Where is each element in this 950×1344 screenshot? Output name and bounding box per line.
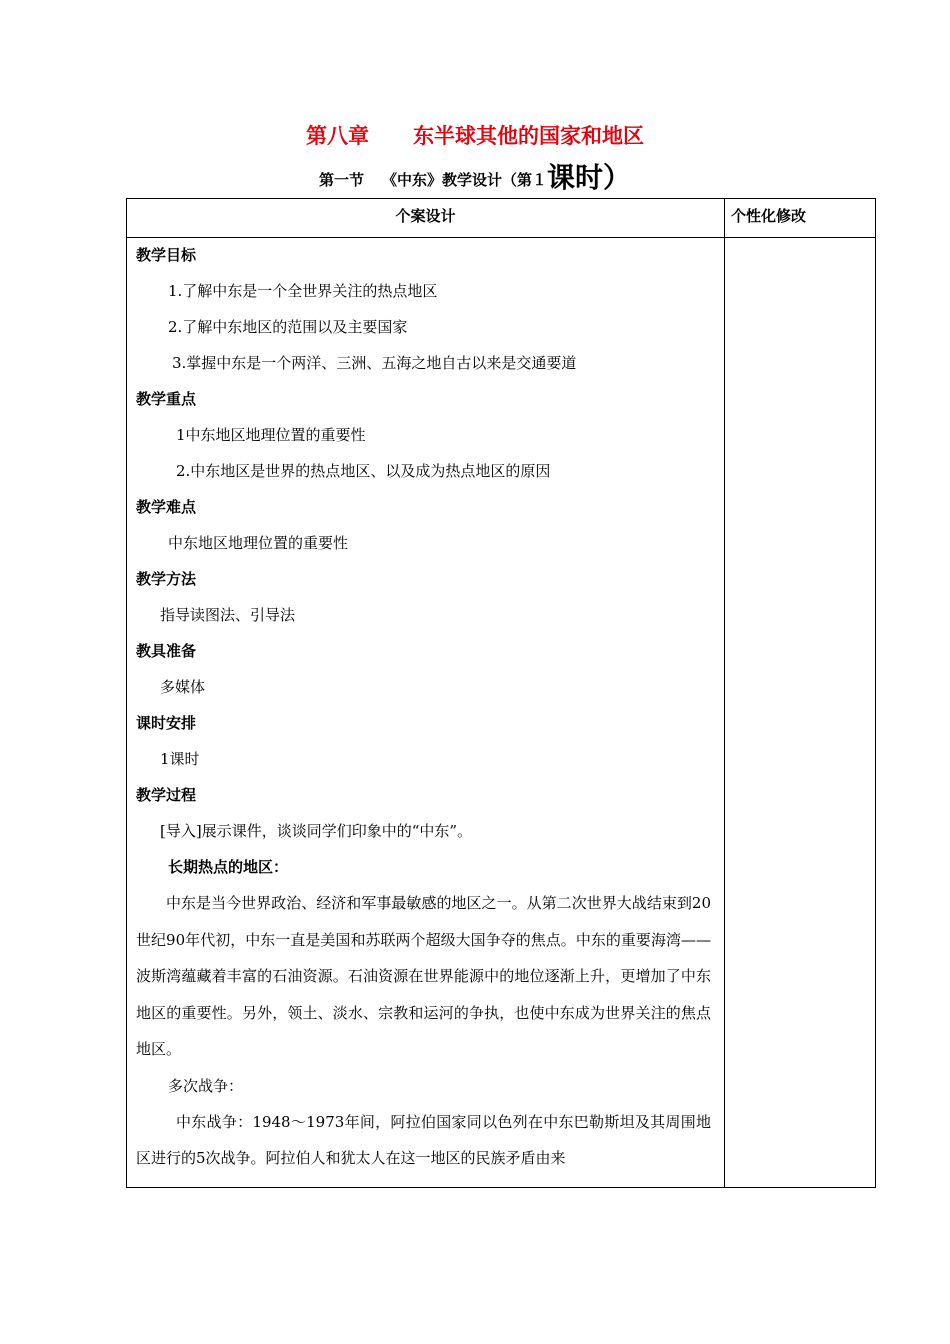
chapter-name: 东半球其他的国家和地区 [413, 124, 644, 148]
goal-item: 1.了解中东是一个全世界关注的热点地区 [168, 282, 438, 300]
process-heading: 教学过程 [136, 786, 197, 804]
header-case-design: 个案设计 [395, 207, 456, 225]
tools-item: 多媒体 [160, 678, 206, 696]
key-point-item: 2.中东地区是世界的热点地区、以及成为热点地区的原因 [176, 462, 551, 480]
wars-heading: 多次战争： [168, 1076, 244, 1095]
difficulty-item: 中东地区地理位置的重要性 [168, 534, 349, 552]
chapter-title [0, 120, 950, 150]
lesson-plan-table [126, 198, 876, 1188]
hotspot-heading: 长期热点的地区： [168, 858, 289, 876]
intro-text: [导入]展示课件，谈谈同学们印象中的“中东”。 [160, 822, 473, 840]
column-divider [724, 199, 725, 1187]
section-title-large: 课时） [547, 161, 632, 194]
goals-heading: 教学目标 [136, 246, 197, 264]
hotspot-paragraph: 中东是当今世界政治、经济和军事最敏感的地区之一。从第二次世界大战结束到20世纪90年代初，中东一直是美国和苏联两个超级大国争夺的焦点。中东的重要海湾——波斯湾蕴藏着丰富的石油资源。石油资源在世界能源中的地位逐渐上升，更增加了中东地区的重要性。另外，领土、淡水、宗教和运河的争执，也使中东成为世界关注的焦点地区。 [136, 894, 711, 1058]
header-personal-edit: 个性化修改 [731, 207, 807, 225]
schedule-item: 1课时 [160, 750, 200, 768]
key-points-heading: 教学重点 [136, 390, 197, 408]
goal-item: 3.掌握中东是一个两洋、三洲、五海之地自古以来是交通要道 [172, 354, 577, 372]
difficulty-heading: 教学难点 [136, 498, 197, 516]
chapter-number: 第八章 [306, 124, 369, 148]
section-title-text: 《中东》教学设计（第１ [381, 171, 547, 189]
key-point-item: 1中东地区地理位置的重要性 [176, 426, 366, 444]
method-heading: 教学方法 [136, 570, 197, 588]
method-item: 指导读图法、引导法 [160, 606, 296, 624]
schedule-heading: 课时安排 [136, 714, 197, 732]
goal-item: 2.了解中东地区的范围以及主要国家 [168, 318, 408, 336]
section-title [0, 156, 950, 196]
section-prefix: 第一节 [318, 171, 364, 189]
wars-paragraph: 中东战争：1948～1973年间，阿拉伯国家同以色列在中东巴勒斯坦及其周围地区进行的5次战争。阿拉伯人和犹太人在这一地区的民族矛盾由来 [136, 1112, 711, 1167]
case-design-content [136, 237, 711, 1177]
tools-heading: 教具准备 [136, 642, 197, 660]
